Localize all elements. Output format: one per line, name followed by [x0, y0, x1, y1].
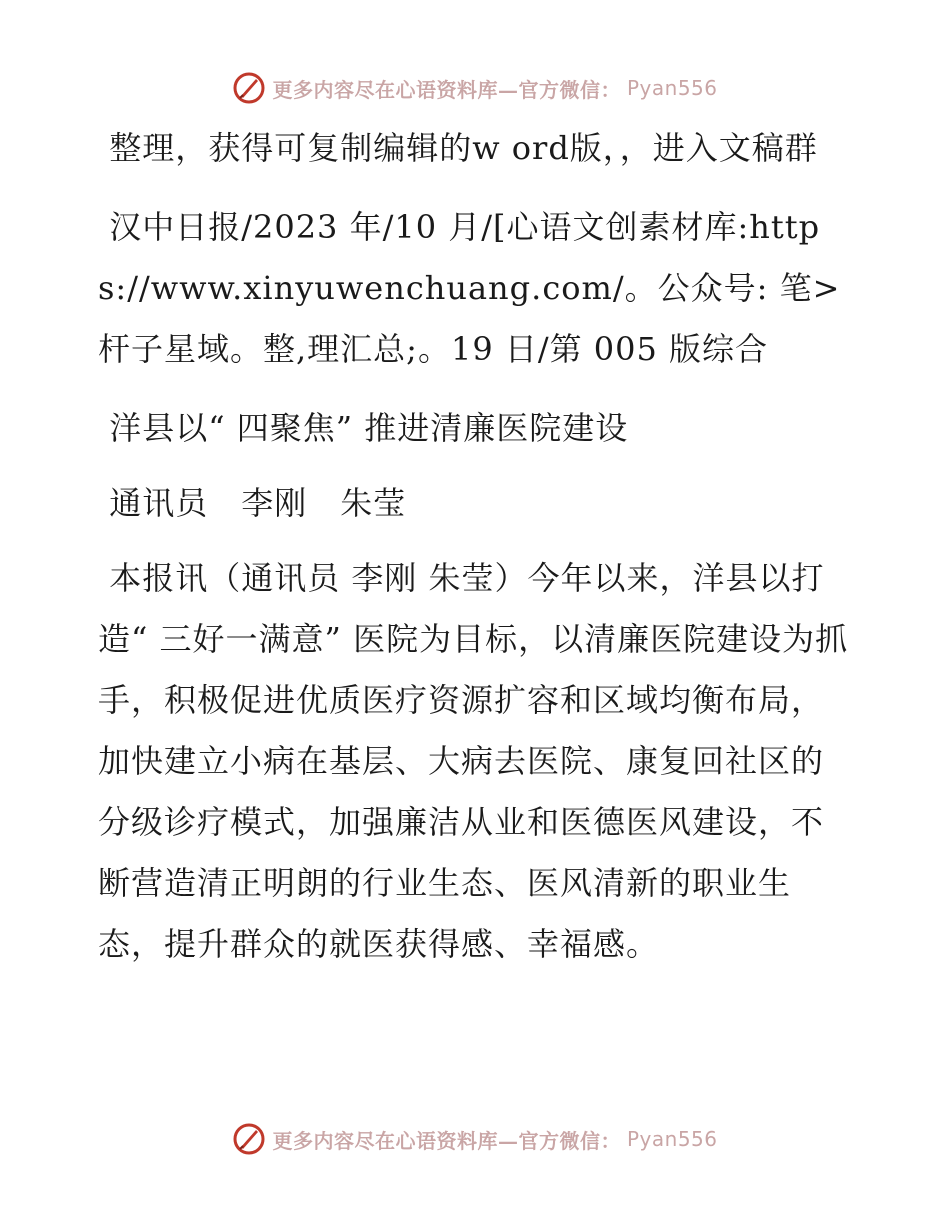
banner-wechat-id: Pyan556 [626, 1127, 718, 1151]
article-body-paragraph: 本报讯（通讯员 李刚 朱莹）今年以来，洋县以打造“ 三好一满意” 医院为目标，以清廉医院建设为抓手，积极促进优质医疗资源扩容和区域均衡布局，加快建立小病在基层、大病去医院、康复回社区的分级诊疗模式，加强廉洁从业和医德医风建设，不断营造清正明朗的行业生态、医风清新的职业生态，提升群众的就医获得感、幸福感。 [98, 559, 849, 963]
banner-text: 更多内容尽在心语资料库—官方微信： [272, 1128, 621, 1153]
quill-circle-icon [232, 1122, 266, 1156]
footer-watermark-banner [0, 1119, 950, 1159]
banner-text: 更多内容尽在心语资料库—官方微信： [272, 77, 621, 102]
document-body [98, 118, 850, 993]
paragraph-source: 汉中日报/2023 年/10 月/[心语文创素材库:https://www.xinyuwenchuang.com/。公众号: 笔>杆子星域。整,理汇总;。19 日/第 005 版综合 [98, 208, 841, 368]
paragraph-note: 整理，获得可复制编辑的w ord版，，进入文稿群 [109, 129, 818, 167]
article-byline: 通讯员 李刚 朱莹 [109, 484, 407, 522]
article-title: 洋县以“ 四聚焦” 推进清廉医院建设 [109, 409, 629, 447]
banner-wechat-id: Pyan556 [626, 76, 718, 100]
quill-circle-icon [232, 71, 266, 105]
header-watermark-banner [0, 68, 950, 108]
